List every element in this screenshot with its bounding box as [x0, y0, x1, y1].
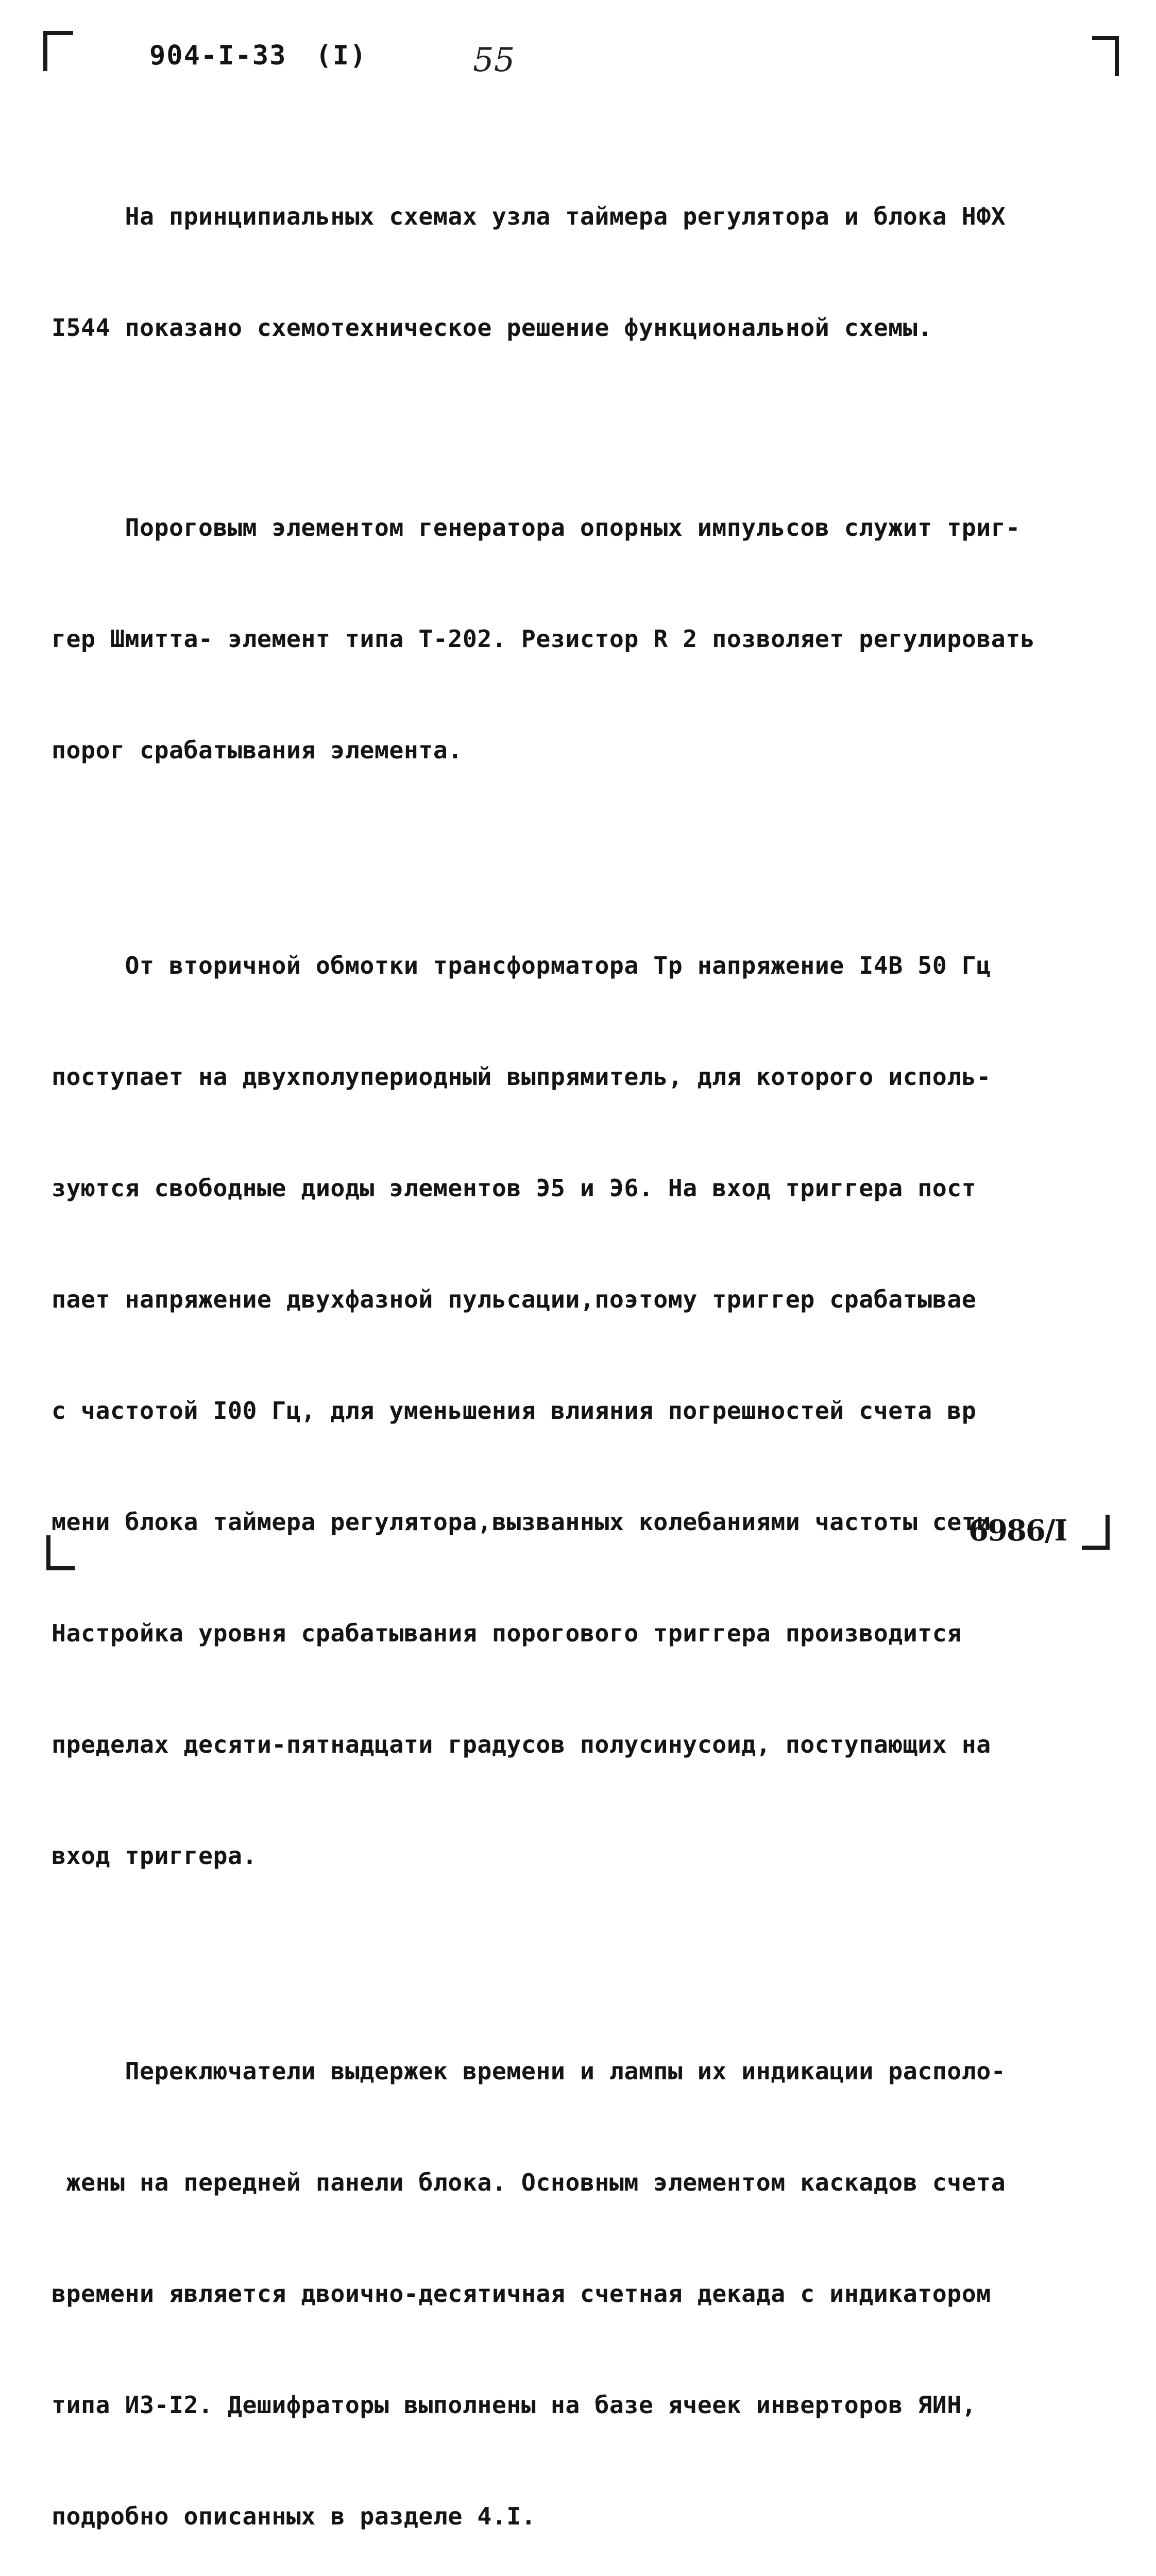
- body-text: [52, 124, 1108, 2576]
- text-line: вход триггера.: [52, 1842, 257, 1870]
- document-header: [149, 40, 367, 71]
- paragraph: [52, 124, 1108, 420]
- text-line: типа ИЗ-I2. Дешифраторы выполнены на базе ячеек инверторов ЯИН,: [52, 2391, 977, 2419]
- text-line: подробно описанных в разделе 4.I.: [52, 2502, 536, 2530]
- paragraph: [52, 873, 1108, 1948]
- sheet-number: 6986/I: [968, 1514, 1067, 1548]
- text-line: гер Шмитта- элемент типа Т-202. Резистор R 2 позволяет регулировать: [52, 625, 1035, 653]
- paragraph: [52, 435, 1108, 843]
- text-line: I544 показано схемотехническое решение функциональной схемы.: [52, 314, 932, 342]
- document-part: (I): [315, 40, 367, 71]
- text-line: мени блока таймера регулятора,вызванных колебаниями частоты сети: [52, 1508, 991, 1536]
- corner-mark-top-left: [43, 31, 73, 71]
- text-line: с частотой I00 Гц, для уменьшения влияния погрешностей счета вр: [52, 1397, 977, 1425]
- text-line: Пороговым элементом генератора опорных импульсов служит триг-: [52, 514, 1021, 541]
- text-line: поступает на двухполупериодный выпрямитель, для которого исполь-: [52, 1063, 991, 1091]
- corner-mark-top-right: [1092, 36, 1119, 76]
- document-code: 904-I-33: [149, 40, 287, 71]
- text-line: Настройка уровня срабатывания порогового триггера производится: [52, 1619, 962, 1647]
- text-line: От вторичной обмотки трансформатора Тр напряжение I4В 50 Гц: [52, 952, 991, 979]
- paragraph: [52, 1978, 1108, 2576]
- text-line: времени является двоично-десятичная счетная декада с индикатором: [52, 2280, 991, 2308]
- text-line: зуются свободные диоды элементов Э5 и Э6. На вход триггера пост: [52, 1174, 977, 1202]
- text-line: На принципиальных схемах узла таймера регулятора и блока НФХ: [52, 202, 1006, 230]
- text-line: пает напряжение двухфазной пульсации,поэтому триггер срабатывае: [52, 1285, 977, 1313]
- page-number: 55: [473, 41, 515, 79]
- text-line: Переключатели выдержек времени и лампы их индикации располо-: [52, 2057, 1006, 2085]
- text-line: порог срабатывания элемента.: [52, 736, 463, 764]
- text-line: пределах десяти-пятнадцати градусов полусинусоид, поступающих на: [52, 1731, 991, 1758]
- text-line: жены на передней панели блока. Основным элементом каскадов счета: [52, 2168, 1006, 2196]
